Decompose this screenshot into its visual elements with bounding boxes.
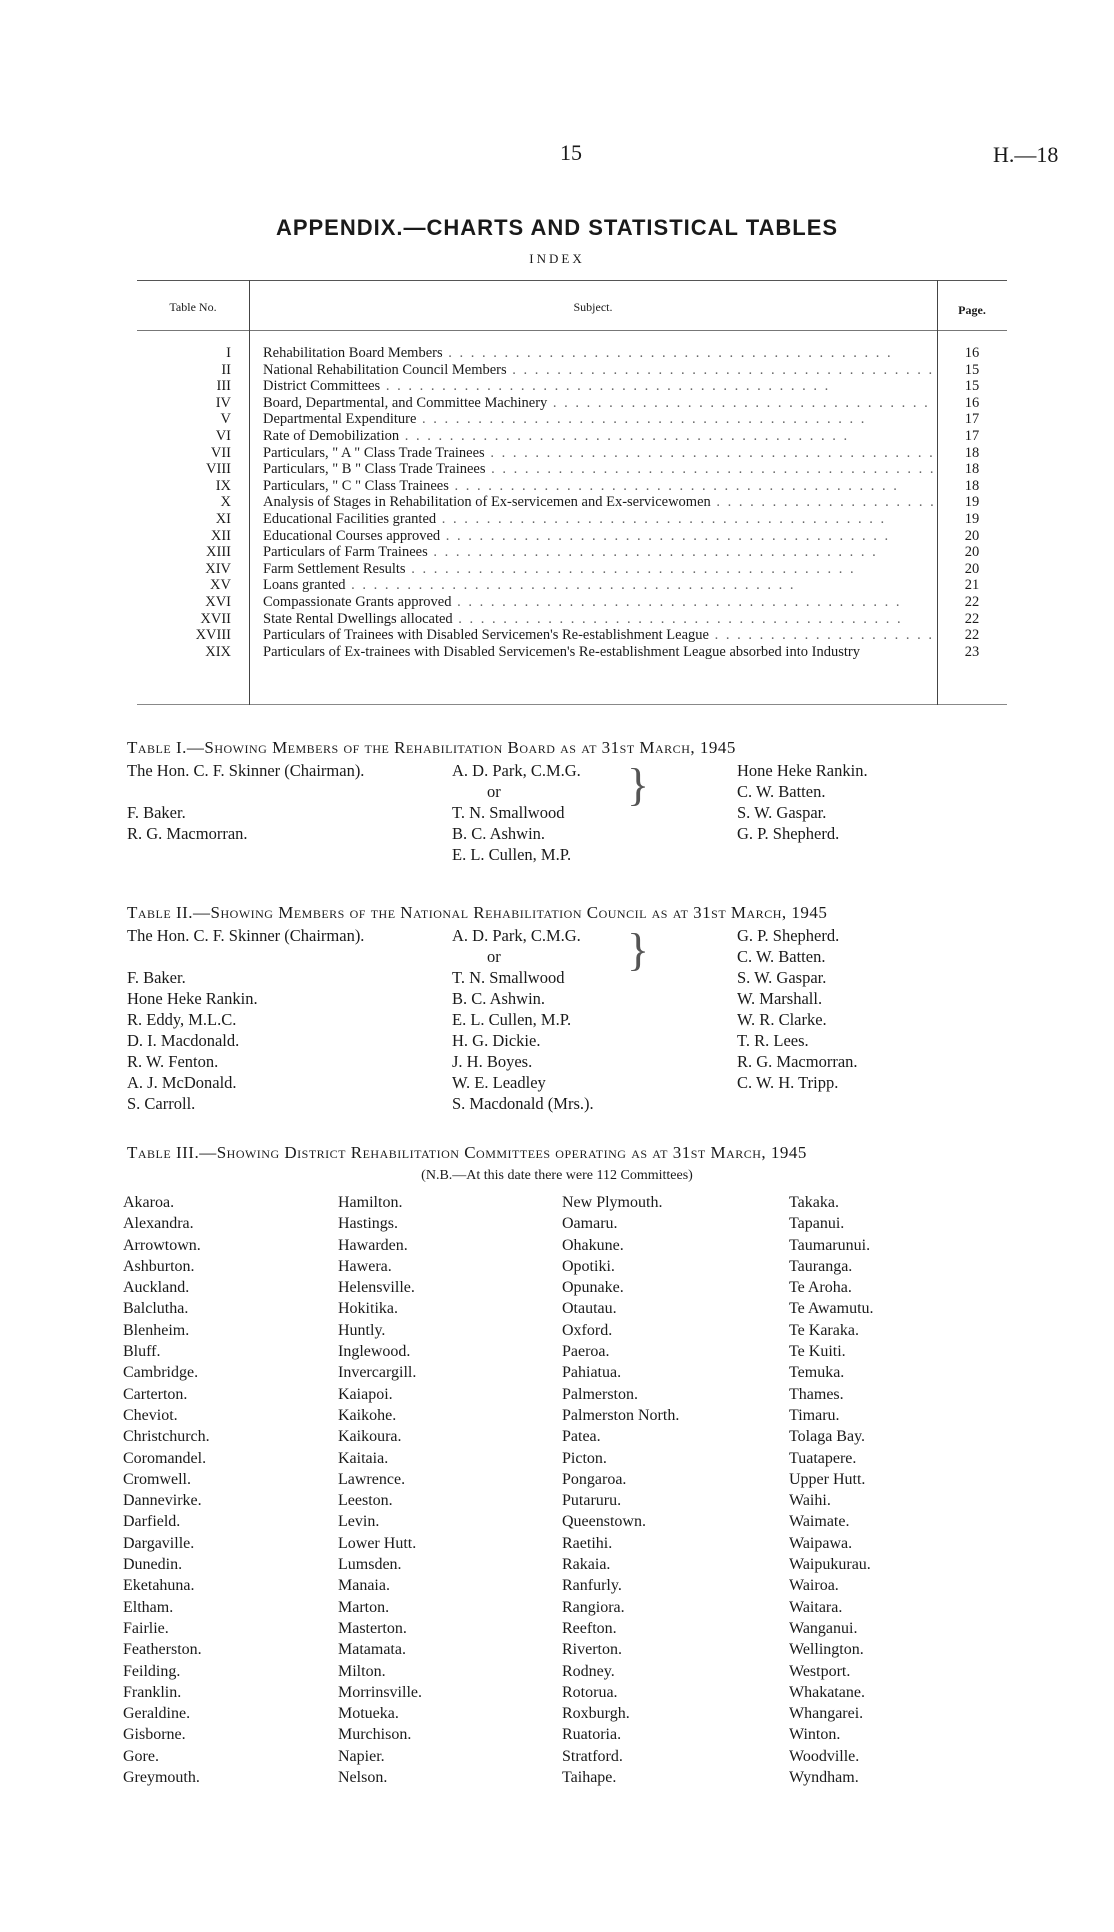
committee-town: Reefton. — [562, 1619, 617, 1637]
index-subject-cell: Rehabilitation Board Members . . — [263, 345, 933, 362]
index-subject-cell: Educational Facilities granted . . — [263, 511, 933, 528]
committee-town: Cromwell. — [123, 1470, 191, 1488]
index-heading: INDEX — [529, 251, 585, 266]
index-subject-cell: Rate of Demobilization . . — [263, 428, 933, 445]
committee-town: Murchison. — [338, 1726, 412, 1744]
committee-town: Patea. — [562, 1428, 601, 1446]
committee-town: Hamilton. — [338, 1194, 403, 1211]
committee-town: Pahiatua. — [562, 1364, 622, 1382]
member-name — [127, 946, 364, 967]
index-table-no-cell: XVIII — [195, 627, 231, 644]
committee-town: Tauranga. — [789, 1257, 853, 1275]
index-table-no-cell: II — [221, 361, 231, 378]
committee-town: Masterton. — [338, 1619, 407, 1637]
column-header-page: Page. — [958, 303, 986, 317]
committee-town: Eltham. — [123, 1598, 174, 1616]
committee-town: Dunedin. — [123, 1556, 183, 1574]
committee-town: Roxburgh. — [562, 1705, 630, 1723]
committee-town: Winton. — [789, 1726, 841, 1744]
committee-town: New Plymouth. — [562, 1194, 663, 1211]
committee-town: Carterton. — [123, 1385, 188, 1403]
table-3-caption: Table III.—Showing District Rehabilitation Committees operating as at 31st March, 1945 — [127, 1143, 807, 1162]
index-row — [137, 362, 1007, 379]
table-2-column-3 — [737, 925, 858, 1093]
member-name: F. Baker. — [127, 803, 186, 822]
member-name: T. N. Smallwood — [452, 968, 565, 987]
index-table-no-cell: XVI — [205, 593, 231, 610]
index-subject-cell: Particulars, " C " Class Trainees . . — [263, 478, 933, 495]
committee-town: Alexandra. — [123, 1215, 194, 1233]
table-rule — [137, 330, 1007, 331]
committee-town: Takaka. — [789, 1194, 839, 1211]
index-page-cell: 18 — [964, 477, 980, 494]
index-row — [137, 561, 1007, 578]
index-table-no-cell: VIII — [206, 461, 231, 478]
index-page-cell: 19 — [964, 510, 980, 527]
committee-town: Ashburton. — [123, 1257, 195, 1275]
committee-town: Rakaia. — [562, 1556, 611, 1574]
index-subject-cell: State Rental Dwellings allocated . . — [263, 611, 933, 628]
committee-town: Palmerston. — [562, 1385, 638, 1403]
index-subject-cell: Particulars of Trainees with Disabled Servicemen's Re-establishment League . . — [263, 627, 933, 644]
member-name: G. P. Shepherd. — [737, 926, 840, 945]
index-row — [137, 494, 1007, 511]
committee-town: Invercargill. — [338, 1364, 417, 1382]
committee-town: Te Aroha. — [789, 1279, 852, 1297]
committee-town: Whangarei. — [789, 1705, 864, 1723]
index-table-no-cell: XII — [210, 527, 231, 544]
committee-town: Riverton. — [562, 1641, 622, 1659]
member-name: S. W. Gaspar. — [737, 968, 827, 987]
member-name: W. E. Leadley — [452, 1073, 546, 1092]
table-3-note: (N.B.—At this date there were 112 Committees) — [421, 1168, 693, 1183]
index-table-no-cell: I — [226, 345, 231, 361]
page-number: 15 — [560, 140, 582, 165]
committee-town: Hawarden. — [338, 1236, 408, 1254]
committee-town: Helensville. — [338, 1279, 415, 1297]
committee-town: Tuatapere. — [789, 1449, 857, 1467]
committee-town: Leeston. — [338, 1492, 393, 1510]
committee-town: Rodney. — [562, 1662, 615, 1680]
member-name: T. R. Lees. — [737, 1031, 809, 1050]
index-row — [137, 594, 1007, 611]
member-name: E. L. Cullen, M.P. — [452, 1010, 572, 1029]
member-name: or — [487, 947, 501, 966]
index-table-no-cell: IV — [215, 394, 231, 411]
index-page-cell: 17 — [964, 411, 980, 428]
committee-town: Te Kuiti. — [789, 1343, 846, 1361]
member-name: The Hon. C. F. Skinner (Chairman). — [127, 926, 365, 945]
index-page-cell: 18 — [964, 461, 980, 478]
index-table-no-cell: XIX — [205, 643, 231, 660]
committee-town: Cambridge. — [123, 1364, 199, 1382]
brace-mark: } — [627, 924, 650, 975]
table-rule — [137, 704, 1007, 705]
committee-town: Wairoa. — [789, 1577, 839, 1595]
table-1-column-2 — [452, 760, 581, 865]
member-name: C. W. H. Tripp. — [737, 1073, 839, 1092]
committee-town: Lumsden. — [338, 1556, 402, 1574]
committee-town: Milton. — [338, 1662, 386, 1680]
committee-town: Paeroa. — [562, 1343, 610, 1361]
index-subject-cell: National Rehabilitation Council Members . . — [263, 362, 933, 379]
committee-town: Wanganui. — [789, 1619, 858, 1637]
committee-town: Picton. — [562, 1449, 607, 1467]
member-name: Hone Heke Rankin. — [737, 761, 868, 780]
committee-town: Hokitika. — [338, 1300, 398, 1318]
member-name: R. G. Macmorran. — [737, 1052, 858, 1071]
committee-town: Queenstown. — [562, 1513, 646, 1531]
committee-town: Rangiora. — [562, 1598, 625, 1616]
index-table-no-cell: VII — [210, 444, 231, 461]
committee-town: Huntly. — [338, 1321, 386, 1339]
committee-town: Wyndham. — [789, 1769, 859, 1787]
member-name: A. D. Park, C.M.G. — [452, 761, 581, 780]
committee-town: Palmerston North. — [562, 1406, 680, 1424]
index-table-no-cell: IX — [215, 477, 231, 494]
committee-town: Eketahuna. — [123, 1577, 195, 1595]
committee-town: Coromandel. — [123, 1449, 207, 1467]
committee-town: Waipukurau. — [789, 1556, 871, 1574]
table-1-caption: Table I.—Showing Members of the Rehabilitation Board as at 31st March, 1945 — [127, 738, 736, 757]
committee-town: Ohakune. — [562, 1236, 624, 1254]
committee-town: Morrinsville. — [338, 1683, 422, 1701]
committee-town: Manaia. — [338, 1577, 390, 1595]
index-subject-cell: Analysis of Stages in Rehabilitation of Ex-servicemen and Ex-servicewomen . . — [263, 494, 933, 511]
table-1-column-1 — [127, 760, 364, 844]
index-table-no-cell: V — [220, 411, 231, 428]
committee-town: Bluff. — [123, 1343, 161, 1361]
committee-town: Gore. — [123, 1747, 159, 1765]
table-1-column-3 — [737, 760, 868, 844]
committee-town: Inglewood. — [338, 1343, 411, 1361]
index-page-cell: 21 — [964, 577, 980, 594]
member-name: S. Macdonald (Mrs.). — [452, 1094, 594, 1113]
index-row — [137, 395, 1007, 412]
committee-town: Hawera. — [338, 1257, 392, 1275]
member-name: or — [487, 782, 501, 801]
committee-town: Lawrence. — [338, 1470, 406, 1488]
member-name: B. C. Ashwin. — [452, 989, 546, 1008]
committee-town: Putaruru. — [562, 1492, 622, 1510]
member-name: C. W. Batten. — [737, 947, 826, 966]
index-page-cell: 16 — [964, 394, 980, 411]
index-page-cell: 20 — [964, 544, 980, 561]
index-subject-cell: Particulars, " B " Class Trade Trainees . . — [263, 461, 933, 478]
index-row — [137, 544, 1007, 561]
index-table-no-cell: XV — [210, 577, 231, 594]
committee-town: Thames. — [789, 1385, 844, 1403]
committee-town: Dargaville. — [123, 1534, 195, 1552]
member-name: S. W. Gaspar. — [737, 803, 827, 822]
committee-town: Ruatoria. — [562, 1726, 622, 1744]
index-subject-cell: Educational Courses approved . . — [263, 528, 933, 545]
committee-town: Tapanui. — [789, 1215, 845, 1233]
committee-town: Stratford. — [562, 1747, 623, 1765]
committee-town: Lower Hutt. — [338, 1534, 417, 1552]
committee-town: Blenheim. — [123, 1321, 190, 1339]
committee-town: Pongaroa. — [562, 1470, 627, 1488]
table-3-column-1 — [123, 1192, 210, 1788]
document-reference: H.—18 — [993, 142, 1059, 167]
table-2-caption: Table II.—Showing Members of the National Rehabilitation Council as at 31st March, 1945 — [127, 903, 828, 922]
committee-town: Opunake. — [562, 1279, 624, 1297]
index-row — [137, 478, 1007, 495]
table-3-column-2 — [338, 1192, 422, 1788]
index-subject-cell: Board, Departmental, and Committee Machinery . . — [263, 395, 933, 412]
index-table-no-cell: XI — [215, 510, 231, 527]
member-name: S. Carroll. — [127, 1094, 196, 1113]
committee-town: Kaikoura. — [338, 1428, 402, 1446]
committee-town: Motueka. — [338, 1705, 399, 1723]
index-page-cell: 22 — [964, 610, 980, 627]
index-row — [137, 528, 1007, 545]
index-row — [137, 644, 1007, 677]
member-name: F. Baker. — [127, 968, 186, 987]
index-row — [137, 411, 1007, 428]
table-3-column-3 — [562, 1192, 679, 1788]
table-3-column-4 — [789, 1192, 874, 1788]
committee-town: Timaru. — [789, 1406, 840, 1424]
index-row — [137, 627, 1007, 644]
committee-town: Opotiki. — [562, 1257, 615, 1275]
index-page-cell: 19 — [964, 494, 980, 511]
index-subject-cell: Particulars, " A " Class Trade Trainees . . — [263, 445, 933, 462]
index-table-no-cell: XVII — [200, 610, 231, 627]
committee-town: Greymouth. — [123, 1769, 200, 1787]
committee-town: Kaikohe. — [338, 1406, 397, 1424]
index-table-no-cell: VI — [215, 427, 231, 444]
index-page-cell: 20 — [964, 560, 980, 577]
committee-town: Waihi. — [789, 1492, 831, 1510]
committee-town: Balclutha. — [123, 1300, 189, 1318]
member-name: A. J. McDonald. — [127, 1073, 237, 1092]
member-name: H. G. Dickie. — [452, 1031, 541, 1050]
member-name: R. W. Fenton. — [127, 1052, 219, 1071]
index-row — [137, 428, 1007, 445]
committee-town: Oamaru. — [562, 1215, 618, 1233]
committee-town: Geraldine. — [123, 1705, 191, 1723]
committee-town: Rotorua. — [562, 1683, 618, 1701]
committee-town: Raetihi. — [562, 1534, 613, 1552]
member-name: W. Marshall. — [737, 989, 823, 1008]
member-name: A. D. Park, C.M.G. — [452, 926, 581, 945]
member-name: W. R. Clarke. — [737, 1010, 827, 1029]
committee-town: Levin. — [338, 1513, 380, 1531]
member-name — [127, 781, 364, 802]
committee-town: Franklin. — [123, 1683, 182, 1701]
column-header-table-no: Table No. — [169, 300, 217, 314]
index-row — [137, 445, 1007, 462]
index-table-no-cell: XIV — [205, 560, 231, 577]
committee-town: Otautau. — [562, 1300, 617, 1318]
index-page-cell: 17 — [964, 427, 980, 444]
committee-town: Auckland. — [123, 1279, 190, 1297]
member-name: R. Eddy, M.L.C. — [127, 1010, 237, 1029]
index-subject-cell: Farm Settlement Results . . — [263, 561, 933, 578]
member-name: C. W. Batten. — [737, 782, 826, 801]
index-row — [137, 378, 1007, 395]
committee-town: Gisborne. — [123, 1726, 186, 1744]
index-subject-cell: Particulars of Ex-trainees with Disabled Servicemen's Re-establishment League absorbed into Industry — [263, 643, 860, 660]
index-subject-cell: Departmental Expenditure . . — [263, 411, 933, 428]
committee-town: Marton. — [338, 1598, 390, 1616]
committee-town: Temuka. — [789, 1364, 845, 1382]
committee-town: Matamata. — [338, 1641, 406, 1659]
committee-town: Westport. — [789, 1662, 851, 1680]
committee-town: Dannevirke. — [123, 1492, 202, 1510]
member-name: R. G. Macmorran. — [127, 824, 248, 843]
member-name: E. L. Cullen, M.P. — [452, 845, 572, 864]
index-subject-cell: Loans granted . . — [263, 577, 933, 594]
committee-town: Kaitaia. — [338, 1449, 389, 1467]
committee-town: Woodville. — [789, 1747, 860, 1765]
index-row — [137, 461, 1007, 478]
index-page-cell: 18 — [964, 444, 980, 461]
member-name: Hone Heke Rankin. — [127, 989, 258, 1008]
committee-town: Nelson. — [338, 1769, 388, 1787]
index-page-cell: 20 — [964, 527, 980, 544]
committee-town: Kaiapoi. — [338, 1385, 393, 1403]
committee-town: Hastings. — [338, 1215, 398, 1233]
committee-town: Te Awamutu. — [789, 1300, 874, 1318]
committee-town: Waimate. — [789, 1513, 850, 1531]
index-page-cell: 16 — [964, 345, 980, 361]
committee-town: Waipawa. — [789, 1534, 853, 1552]
member-name: B. C. Ashwin. — [452, 824, 546, 843]
index-subject-cell: District Committees . . — [263, 378, 933, 395]
committee-town: Akaroa. — [123, 1194, 175, 1211]
committee-town: Fairlie. — [123, 1619, 169, 1637]
committee-town: Taihape. — [562, 1769, 617, 1787]
page-title: APPENDIX.—CHARTS AND STATISTICAL TABLES — [275, 215, 839, 240]
index-page-cell: 15 — [964, 361, 980, 378]
committee-town: Featherston. — [123, 1641, 202, 1659]
member-name: D. I. Macdonald. — [127, 1031, 240, 1050]
column-header-subject: Subject. — [573, 300, 613, 314]
committee-town: Waitara. — [789, 1598, 843, 1616]
committee-town: Darfield. — [123, 1513, 181, 1531]
index-subject-cell: Compassionate Grants approved . . — [263, 594, 933, 611]
index-page-cell: 22 — [964, 593, 980, 610]
index-page-cell: 23 — [964, 643, 980, 660]
index-table-no-cell: X — [220, 494, 231, 511]
index-row — [137, 611, 1007, 628]
committee-town: Feilding. — [123, 1662, 181, 1680]
committee-town: Christchurch. — [123, 1428, 210, 1446]
table-2-column-1 — [127, 925, 364, 1114]
index-table-no-cell: III — [216, 378, 231, 395]
member-name: G. P. Shepherd. — [737, 824, 840, 843]
committee-town: Te Karaka. — [789, 1321, 859, 1339]
index-row — [137, 577, 1007, 594]
brace-mark: } — [627, 759, 650, 810]
committee-town: Napier. — [338, 1747, 385, 1765]
committee-town: Upper Hutt. — [789, 1470, 866, 1488]
member-name: T. N. Smallwood — [452, 803, 565, 822]
committee-town: Arrowtown. — [123, 1236, 201, 1254]
index-rows — [137, 345, 1007, 677]
index-subject-cell: Particulars of Farm Trainees . . — [263, 544, 933, 561]
member-name: J. H. Boyes. — [452, 1052, 533, 1071]
committee-town: Cheviot. — [123, 1406, 178, 1424]
committee-town: Oxford. — [562, 1321, 613, 1339]
index-page-cell: 15 — [964, 378, 980, 395]
committee-town: Ranfurly. — [562, 1577, 622, 1595]
index-row — [137, 345, 1007, 362]
index-table — [137, 280, 1007, 705]
index-row — [137, 511, 1007, 528]
table-rule — [137, 280, 1007, 281]
index-page-cell: 22 — [964, 627, 980, 644]
index-table-no-cell: XIII — [206, 544, 231, 561]
committee-town: Taumarunui. — [789, 1236, 871, 1254]
committee-town: Wellington. — [789, 1641, 864, 1659]
member-name: The Hon. C. F. Skinner (Chairman). — [127, 761, 365, 780]
committee-town: Whakatane. — [789, 1683, 865, 1701]
committee-town: Tolaga Bay. — [789, 1428, 866, 1446]
table-2-column-2 — [452, 925, 594, 1114]
